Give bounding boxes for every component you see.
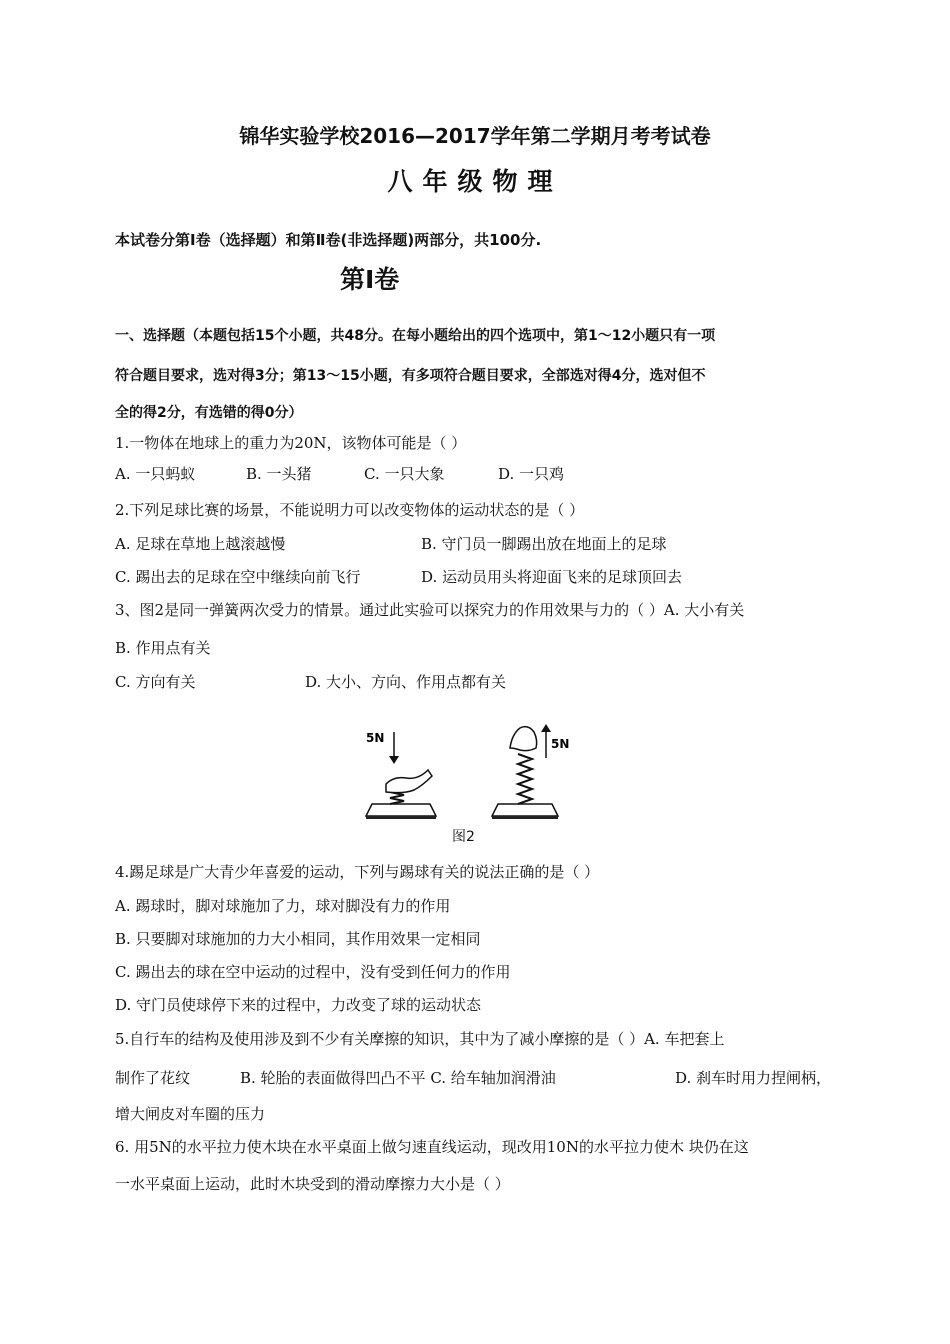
question-4-option-d: D. 守门员使球停下来的过程中，力改变了球的运动状态 <box>115 996 482 1014</box>
question-2-option-b: B. 守门员一脚踢出放在地面上的足球 <box>421 535 667 553</box>
question-5-line3: 增大闸皮对车圈的压力 <box>115 1105 266 1123</box>
section-instructions-line1: 一、选择题（本题包括15个小题，共48分。在每小题给出的四个选项中，第1～12小题只有一项 <box>115 328 716 344</box>
question-5-line1: 5.自行车的结构及使用涉及到不少有关摩擦的知识，其中为了减小摩擦的是（ ）A. 车把套上 <box>115 1030 725 1048</box>
question-3-option-d: D. 大小、方向、作用点都有关 <box>305 673 507 691</box>
question-3-option-b: B. 作用点有关 <box>115 639 211 657</box>
question-3-stem: 3、图2是同一弹簧两次受力的情景。通过此实验可以探究力的作用效果与力的（ ）A. 大小有关 <box>115 601 745 619</box>
question-5-option-d: D. 刹车时用力捏闸柄， <box>675 1069 832 1087</box>
figure-caption: 图2 <box>452 829 475 845</box>
question-2-stem: 2.下列足球比赛的场景，不能说明力可以改变物体的运动状态的是（ ） <box>115 501 585 519</box>
question-5-option-a-cont: 制作了花纹 <box>115 1069 191 1087</box>
question-1-stem: 1.一物体在地球上的重力为20N，该物体可能是（ ） <box>115 434 467 452</box>
question-4-stem: 4.踢足球是广大青少年喜爱的运动，下列与踢球有关的说法正确的是（ ） <box>115 863 600 881</box>
question-6-line2: 一水平桌面上运动，此时木块受到的滑动摩擦力大小是（ ） <box>115 1175 510 1193</box>
force-label-left: 5N <box>366 731 385 745</box>
question-1-option-b: B. 一头猪 <box>246 465 312 483</box>
exam-intro: 本试卷分第Ⅰ卷（选择题）和第Ⅱ卷(非选择题)两部分，共100分. <box>115 231 542 249</box>
subject-title: 八年级物理 <box>387 167 563 196</box>
question-1-option-d: D. 一只鸡 <box>498 465 565 483</box>
question-6-line1: 6. 用5N的水平拉力使木块在水平桌面上做匀速直线运动，现改用10N的水平拉力使木 块仍在这 <box>115 1138 749 1156</box>
question-4-option-b: B. 只要脚对球施加的力大小相同，其作用效果一定相同 <box>115 930 481 948</box>
question-2-option-a: A. 足球在草地上越滚越慢 <box>115 535 286 553</box>
question-5-options-b-c: B. 轮胎的表面做得凹凸不平 C. 给车轴加润滑油 <box>240 1069 556 1087</box>
arrow-up-icon <box>541 724 551 758</box>
spring-figure <box>360 718 570 822</box>
question-4-option-a: A. 踢球时，脚对球施加了力，球对脚没有力的作用 <box>115 897 451 915</box>
question-4-option-c: C. 踢出去的球在空中运动的过程中，没有受到任何力的作用 <box>115 963 511 981</box>
question-2-option-c: C. 踢出去的足球在空中继续向前飞行 <box>115 568 361 586</box>
section-instructions-line2: 符合题目要求，选对得3分；第13～15小题，有多项符合题目要求，全部选对得4分，选对但不 <box>115 368 706 384</box>
part-title: 第Ⅰ卷 <box>340 265 400 294</box>
hand-press-icon <box>386 770 432 793</box>
exam-title: 锦华实验学校2016—2017学年第二学期月考考试卷 <box>239 124 711 148</box>
force-label-right: 5N <box>551 737 570 751</box>
question-1-option-a: A. 一只蚂蚁 <box>115 465 196 483</box>
question-2-option-d: D. 运动员用头将迎面飞来的足球顶回去 <box>421 568 683 586</box>
stretched-spring <box>518 754 532 804</box>
arrow-down-icon <box>389 732 399 764</box>
question-3-option-c: C. 方向有关 <box>115 673 196 691</box>
question-1-option-c: C. 一只大象 <box>364 465 445 483</box>
hand-pull-icon <box>510 727 537 751</box>
section-instructions-line3: 全的得2分，有选错的得0分） <box>115 405 303 421</box>
